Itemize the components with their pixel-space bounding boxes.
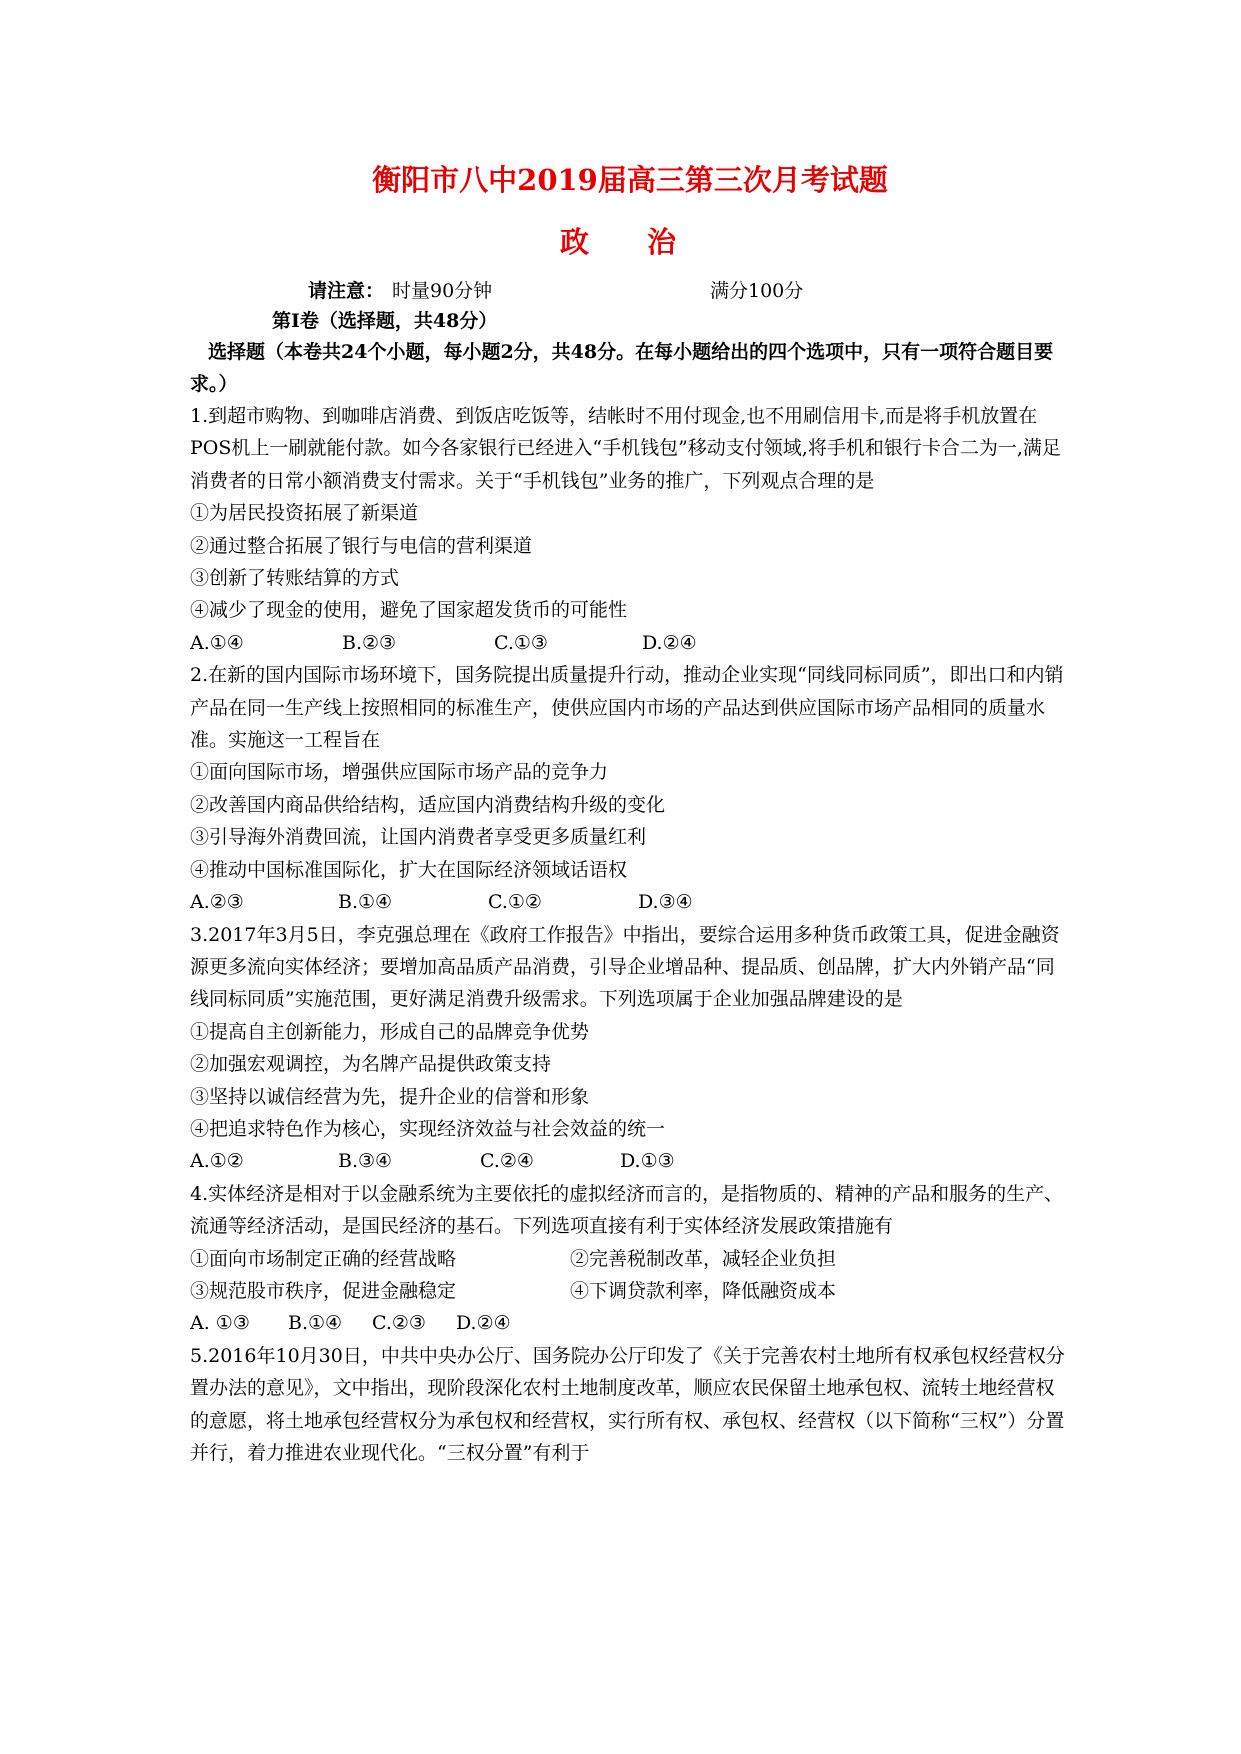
question-option: ③引导海外消费回流，让国内消费者享受更多质量红利 [190,826,647,849]
answer-choice-d: D.①③ [620,1150,675,1173]
answer-choice-b: B.③④ [338,1150,393,1173]
question-option: ①面向国际市场，增强供应国际市场产品的竞争力 [190,761,609,784]
notice-label: 请注意： [308,280,385,302]
full-score: 满分100分 [710,280,804,302]
answer-choice-c: C.②③ [372,1312,426,1335]
question-5 [190,1340,1070,1470]
question-option: ③创新了转账结算的方式 [190,567,400,590]
exam-title: 衡阳市八中2019届高三第三次月考试题 [372,163,888,197]
answer-choices [190,886,1070,918]
answer-choice-d: D.③④ [638,891,693,914]
question-option: ①为居民投资拓展了新渠道 [190,502,419,525]
answer-choice-c: C.①③ [494,631,548,654]
question-1 [190,400,1070,659]
exam-page [190,160,1070,1469]
question-3 [190,919,1070,1178]
question-option: ②加强宏观调控，为名牌产品提供政策支持 [190,1053,552,1076]
question-option: ②完善税制改革，减轻企业负担 [570,1247,837,1270]
question-option: ③规范股市秩序，促进金融稳定 [190,1279,457,1302]
option-row [190,1243,1070,1275]
question-stem: 1.到超市购物、到咖啡店消费、到饭店吃饭等，结帐时不用付现金,也不用刷信用卡,而是将手机放置在POS机上一刷就能付款。如今各家银行已经进入“手机钱包”移动支付领域,将手机和银行卡合二为一,满足消费者的日常小额消费支付需求。关于“手机钱包”业务的推广，下列观点合理的是 [190,405,1061,492]
question-option: ②通过整合拓展了银行与电信的营利渠道 [190,534,533,557]
question-option: ④推动中国标准国际化，扩大在国际经济领域话语权 [190,858,628,881]
answer-choice-c: C.①② [488,891,542,914]
time-limit: 时量90分钟 [392,280,493,302]
answer-choice-a: A.②③ [190,891,244,914]
answer-choice-a: A. ①③ [190,1312,250,1335]
option-row [190,1275,1070,1307]
subject-title: 政 治 [559,225,701,259]
question-stem: 2.在新的国内国际市场环境下，国务院提出质量提升行动，推动企业实现“同线同标同质”，即出口和内销产品在同一生产线上按照相同的标准生产，使供应国内市场的产品达到供应国际市场产品相同的质量水准。实施这一工程旨在 [190,664,1064,752]
question-option: ②改善国内商品供给结构，适应国内消费结构升级的变化 [190,793,666,816]
question-stem: 3.2017年3月5日，李克强总理在《政府工作报告》中指出，要综合运用多种货币政策工具，促进金融资源更多流向实体经济；要增加高品质产品消费，引导企业增品种、提品质、创品牌，扩大内外销产品“同线同标同质”实施范围，更好满足消费升级需求。下列选项属于企业加强品牌建设的是 [190,923,1060,1011]
question-stem: 5.2016年10月30日，中共中央办公厅、国务院办公厅印发了《关于完善农村土地所有权承包权经营权分置办法的意见》，文中指出，现阶段深化农村土地制度改革，顺应农民保留土地承包权、流转土地经营权的意愿，将土地承包经营权分为承包权和经营权，实行所有权、承包权、经营权（以下简称“三权”）分置并行，着力推进农业现代化。“三权分置”有利于 [190,1344,1065,1464]
answer-choice-b: B.②③ [342,631,397,654]
question-option: ④下调贷款利率，降低融资成本 [570,1279,837,1302]
section-instruction: 选择题（本卷共24个小题，每小题2分，共48分。在每小题给出的四个选项中，只有一项符合题目要求。） [190,341,1054,395]
section-heading: 第Ⅰ卷（选择题，共48分） [272,310,498,332]
question-option: ①提高自主创新能力，形成自己的品牌竞争优势 [190,1020,590,1043]
answer-choice-a: A.①④ [190,631,244,654]
answer-choice-d: D.②④ [456,1312,511,1335]
answer-choices [190,1307,1070,1339]
question-option: ③坚持以诚信经营为先，提升企业的信誉和形象 [190,1085,590,1108]
question-option: ④把追求特色作为核心，实现经济效益与社会效益的统一 [190,1117,666,1140]
answer-choice-c: C.②④ [480,1150,534,1173]
exam-notice [190,276,1070,306]
question-option: ④减少了现金的使用，避免了国家超发货币的可能性 [190,599,628,622]
question-option: ①面向市场制定正确的经营战略 [190,1247,457,1270]
answer-choices [190,1145,1070,1177]
answer-choice-d: D.②④ [642,631,697,654]
question-2 [190,659,1070,918]
answer-choices [190,627,1070,659]
answer-choice-b: B.①④ [288,1312,343,1335]
answer-choice-a: A.①② [190,1150,244,1173]
question-4 [190,1178,1070,1340]
answer-choice-b: B.①④ [338,891,393,914]
question-stem: 4.实体经济是相对于以金融系统为主要依托的虚拟经济而言的，是指物质的、精神的产品和服务的生产、流通等经济活动，是国民经济的基石。下列选项直接有利于实体经济发展政策措施有 [190,1182,1064,1238]
